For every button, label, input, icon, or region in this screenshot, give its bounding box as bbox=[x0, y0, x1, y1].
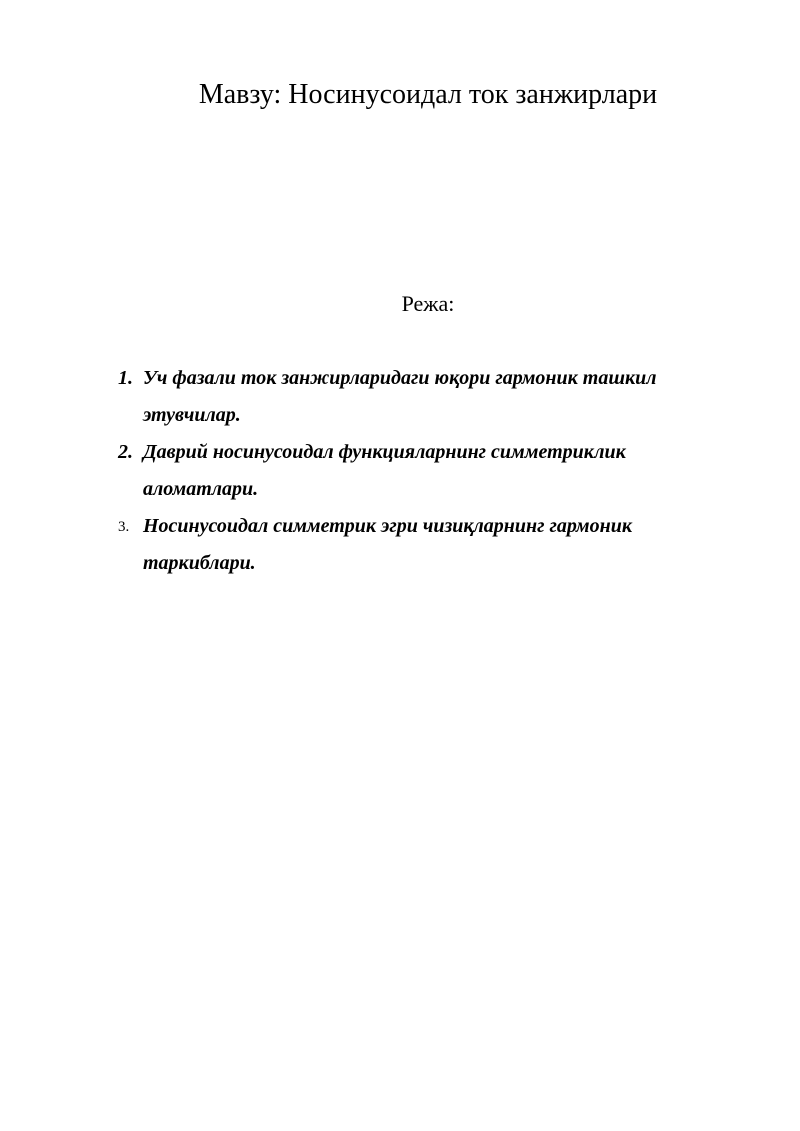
plan-item-number: 2. bbox=[118, 441, 133, 463]
plan-item-number: 1. bbox=[118, 367, 133, 389]
plan-item-number: 3. bbox=[118, 519, 130, 535]
plan-item-text: Носинусоидал симметрик эгри чизиқларнинг гармоник таркиблари. bbox=[143, 515, 632, 574]
plan-item-text: Даврий носинусоидал функцияларнинг симметриклик аломатлари. bbox=[143, 441, 626, 500]
plan-heading: Режа: bbox=[401, 291, 455, 316]
plan-item-text: Уч фазали ток занжирларидаги юқори гармоник ташкил этувчилар. bbox=[143, 367, 657, 426]
document-title: Мавзу: Носинусоидал ток занжирлари bbox=[198, 79, 658, 110]
